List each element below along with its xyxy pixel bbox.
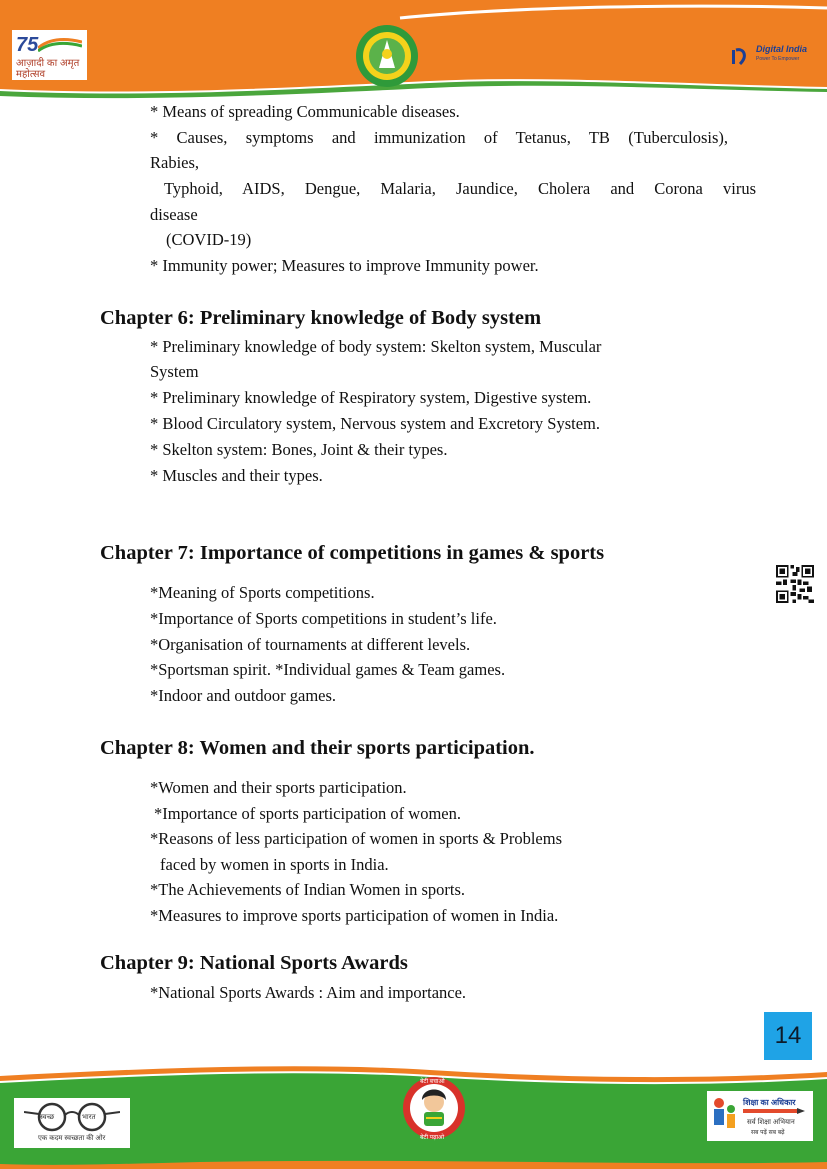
swachh-bharat-tagline: एक कदम स्वच्छता की ओर <box>38 1135 106 1142</box>
chapter-7-line-3: *Organisation of tournaments at different levels. <box>150 635 471 654</box>
beti-padhao-text: बेटी पढ़ाओ <box>420 1135 445 1141</box>
chapter-9-line-1: *National Sports Awards : Aim and importance. <box>150 983 467 1002</box>
state-emblem-icon <box>355 24 419 88</box>
intro-line-5: disease <box>150 205 198 224</box>
chapter-7-line-4: *Sportsman spirit. *Individual games & Team games. <box>150 660 506 679</box>
chapter-8-line-4: faced by women in sports in India. <box>160 855 389 874</box>
children-reading-icon <box>709 1095 739 1137</box>
logo-number: 75 <box>16 34 39 56</box>
chapter-8-line-6: *Measures to improve sports participation of women in India. <box>150 906 559 925</box>
logo-text: आज़ादी का अमृत महोत्सव <box>16 58 80 80</box>
intro-line-4: Typhoid, AIDS, Dengue, Malaria, Jaundice, Cholera and Corona virus <box>164 179 756 198</box>
chapter-7-heading: Chapter 7: Importance of competitions in games & sports <box>100 542 605 564</box>
chapter-7-line-1: *Meaning of Sports competitions. <box>150 583 375 602</box>
chapter-8-line-1: *Women and their sports participation. <box>150 778 407 797</box>
shiksha-sub-1: सर्व शिक्षा अभियान <box>747 1119 795 1126</box>
chapter-8-line-3: *Reasons of less participation of women in sports & Problems <box>150 829 562 848</box>
swachh-word: स्वच्छ <box>40 1114 55 1121</box>
chapter-9-heading: Chapter 9: National Sports Awards <box>100 952 408 974</box>
beti-bachao-text: बेटी बचाओ <box>420 1079 445 1085</box>
pencil-icon <box>743 1108 805 1114</box>
shiksha-title: शिक्षा का अधिकार <box>743 1098 796 1107</box>
flag-swoosh-icon <box>38 38 82 52</box>
shiksha-ka-adhikar-logo <box>707 1091 813 1141</box>
digital-india-mark-icon <box>730 40 754 68</box>
intro-line-3: Rabies, <box>150 153 200 172</box>
intro-line-1: * Means of spreading Communicable diseases. <box>150 102 460 121</box>
chapter-6-line-5: * Skelton system: Bones, Joint & their types. <box>150 440 448 459</box>
intro-line-2: * Causes, symptoms and immunization of Tetanus, TB (Tuberculosis), <box>150 128 728 147</box>
chapter-6-line-1: * Preliminary knowledge of body system: Skelton system, Muscular <box>150 337 602 356</box>
chapter-6-line-3: * Preliminary knowledge of Respiratory system, Digestive system. <box>150 388 592 407</box>
shiksha-sub-2: सब पढ़ें सब बढ़ें <box>751 1130 785 1136</box>
chapter-6-line-2: System <box>150 362 199 381</box>
chapter-8-line-5: *The Achievements of Indian Women in sports. <box>150 880 466 899</box>
intro-line-7: * Immunity power; Measures to improve Immunity power. <box>150 256 539 275</box>
qr-code-icon[interactable] <box>776 565 814 603</box>
chapter-6-line-4: * Blood Circulatory system, Nervous system and Excretory System. <box>150 414 601 433</box>
intro-line-6: (COVID-19) <box>166 230 252 249</box>
chapter-8-heading: Chapter 8: Women and their sports participation. <box>100 737 535 759</box>
swachh-bharat-logo <box>14 1098 130 1148</box>
chapter-7-line-5: *Indoor and outdoor games. <box>150 686 337 705</box>
chapter-7-line-2: *Importance of Sports competitions in student’s life. <box>150 609 497 628</box>
digital-india-logo <box>728 38 808 70</box>
bharat-word: भारत <box>82 1114 96 1121</box>
chapter-8-line-2: *Importance of sports participation of women. <box>154 804 461 823</box>
chapter-6-line-6: * Muscles and their types. <box>150 466 323 485</box>
azadi-ka-amrit-mahotsav-logo <box>12 30 87 80</box>
spectacles-icon <box>24 1102 120 1132</box>
digital-india-tagline: Power To Empower <box>756 56 800 62</box>
chapter-6-heading: Chapter 6: Preliminary knowledge of Body system <box>100 307 542 329</box>
page-number: 14 <box>764 1012 812 1060</box>
digital-india-title: Digital India <box>756 44 808 54</box>
